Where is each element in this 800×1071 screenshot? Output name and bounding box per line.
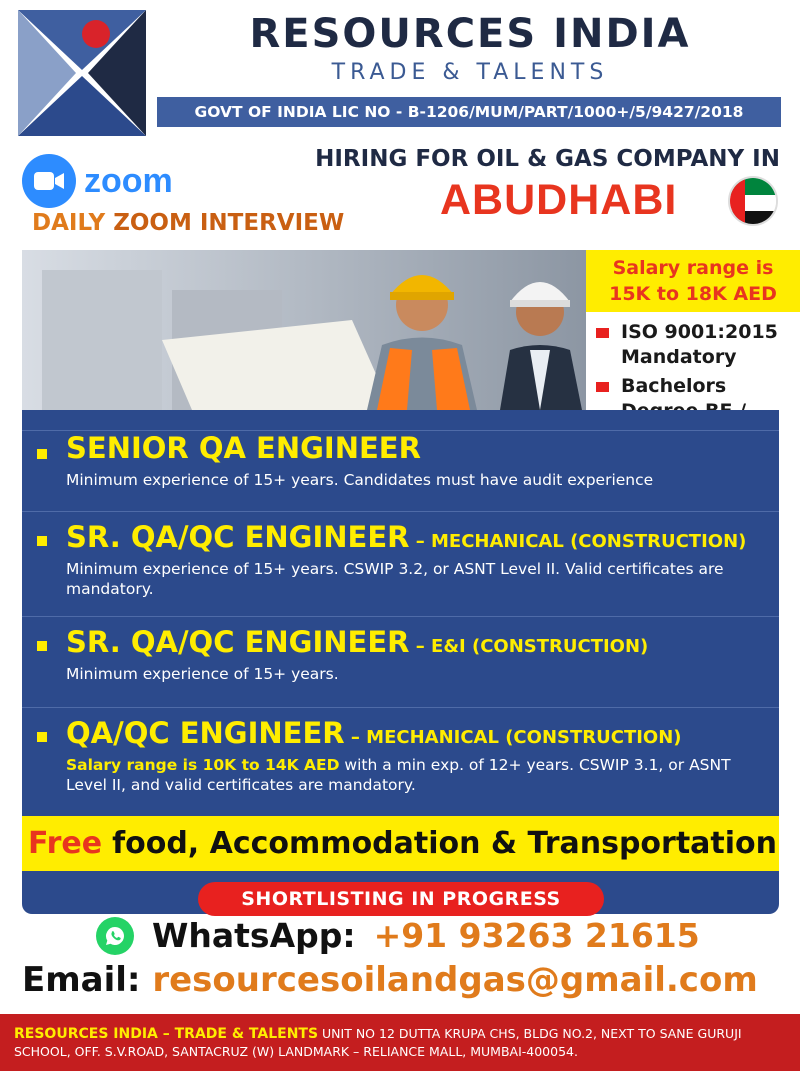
bullet-square-icon xyxy=(37,641,47,651)
job-description xyxy=(66,664,779,684)
job-listing xyxy=(22,616,779,706)
brand-subtitle: TRADE & TALENTS xyxy=(331,60,609,85)
requirement-item xyxy=(596,320,790,370)
job-title-text: SR. QA/QC ENGINEER xyxy=(66,520,410,554)
bullet-square-icon xyxy=(37,536,47,546)
company-logo xyxy=(18,10,146,136)
whatsapp-number[interactable]: +91 93263 21615 xyxy=(373,916,700,955)
job-description xyxy=(66,755,779,795)
job-title-text: SENIOR QA ENGINEER xyxy=(66,431,421,465)
benefits-text: food, Accommodation & Transportation xyxy=(112,826,778,861)
zoom-interview-highlight: ZOOM INTERVIEW xyxy=(113,210,345,236)
whatsapp-icon xyxy=(96,917,134,955)
brand-title: RESOURCES INDIA xyxy=(249,11,691,57)
bullet-square-icon xyxy=(596,382,609,392)
job-title xyxy=(66,520,779,554)
footer-company-name: RESOURCES INDIA – TRADE & TALENTS xyxy=(14,1026,319,1042)
hiring-line: HIRING FOR OIL & GAS COMPANY IN xyxy=(315,146,780,172)
job-listing xyxy=(22,511,779,615)
salary-line-2: 15K to 18K AED xyxy=(609,283,777,305)
job-desc-text: Minimum experience of 15+ years. xyxy=(66,665,339,683)
job-title xyxy=(66,716,779,750)
bullet-square-icon xyxy=(37,449,47,459)
zoom-wordmark: zoom xyxy=(84,161,173,200)
salary-range-box xyxy=(586,250,800,312)
job-desc-highlight: Salary range is 10K to 14K AED xyxy=(66,756,340,774)
job-tag: – E&I (CONSTRUCTION) xyxy=(409,636,649,657)
job-title-text: SR. QA/QC ENGINEER xyxy=(66,625,410,659)
job-description xyxy=(66,559,779,599)
job-desc-text: with a min exp. of 12+ years. CSWIP 3.1, or ASNT Level II, and valid certificates are mandatory. xyxy=(66,756,731,794)
salary-line-1: Salary range is xyxy=(612,257,774,279)
job-listing xyxy=(22,707,779,815)
job-tag: – MECHANICAL (CONSTRUCTION) xyxy=(409,531,747,552)
bullet-square-icon xyxy=(37,732,47,742)
job-desc-text: Minimum experience of 15+ years. CSWIP 3.2, or ASNT Level II. Valid certificates are mandatory. xyxy=(66,560,724,598)
benefits-banner xyxy=(22,816,779,871)
job-title xyxy=(66,625,779,659)
job-description xyxy=(66,470,779,490)
job-listing xyxy=(22,430,779,510)
zoom-camera-icon xyxy=(22,154,76,208)
email-label: Email: xyxy=(22,960,141,1000)
daily-zoom-interview xyxy=(32,210,344,236)
engineers-photo xyxy=(22,250,587,410)
job-title-text: QA/QC ENGINEER xyxy=(66,716,345,750)
footer-address xyxy=(0,1014,800,1071)
footer-address-text: UNIT NO 12 DUTTA KRUPA CHS, BLDG NO.2, NEXT TO SANE GURUJI SCHOOL, OFF. S.V.ROAD, SANTACRUZ (W) LANDMARK – RELIANCE MALL, MUMBAI-400054. xyxy=(14,1026,742,1059)
email-contact xyxy=(22,960,758,1000)
job-title xyxy=(66,431,779,465)
daily-prefix: DAILY xyxy=(32,210,114,236)
job-tag: – MECHANICAL (CONSTRUCTION) xyxy=(344,727,682,748)
whatsapp-label: WhatsApp: xyxy=(152,916,356,955)
whatsapp-contact xyxy=(96,916,700,955)
brand-heading xyxy=(160,11,780,85)
hiring-city: ABUDHABI xyxy=(440,176,678,224)
shortlisting-badge: SHORTLISTING IN PROGRESS xyxy=(198,882,604,916)
bullet-square-icon xyxy=(596,328,609,338)
job-desc-text: Minimum experience of 15+ years. Candidates must have audit experience xyxy=(66,471,654,489)
free-word: Free xyxy=(28,826,103,861)
requirement-text: Bachelors xyxy=(621,375,727,397)
requirement-text: ISO 9001:2015 Mandatory xyxy=(621,321,778,368)
license-number: GOVT OF INDIA LIC NO - B-1206/MUM/PART/1000+/5/9427/2018 xyxy=(157,97,781,127)
email-address[interactable]: resourcesoilandgas@gmail.com xyxy=(152,960,758,1000)
uae-flag-icon xyxy=(728,176,778,226)
zoom-branding xyxy=(22,154,173,208)
